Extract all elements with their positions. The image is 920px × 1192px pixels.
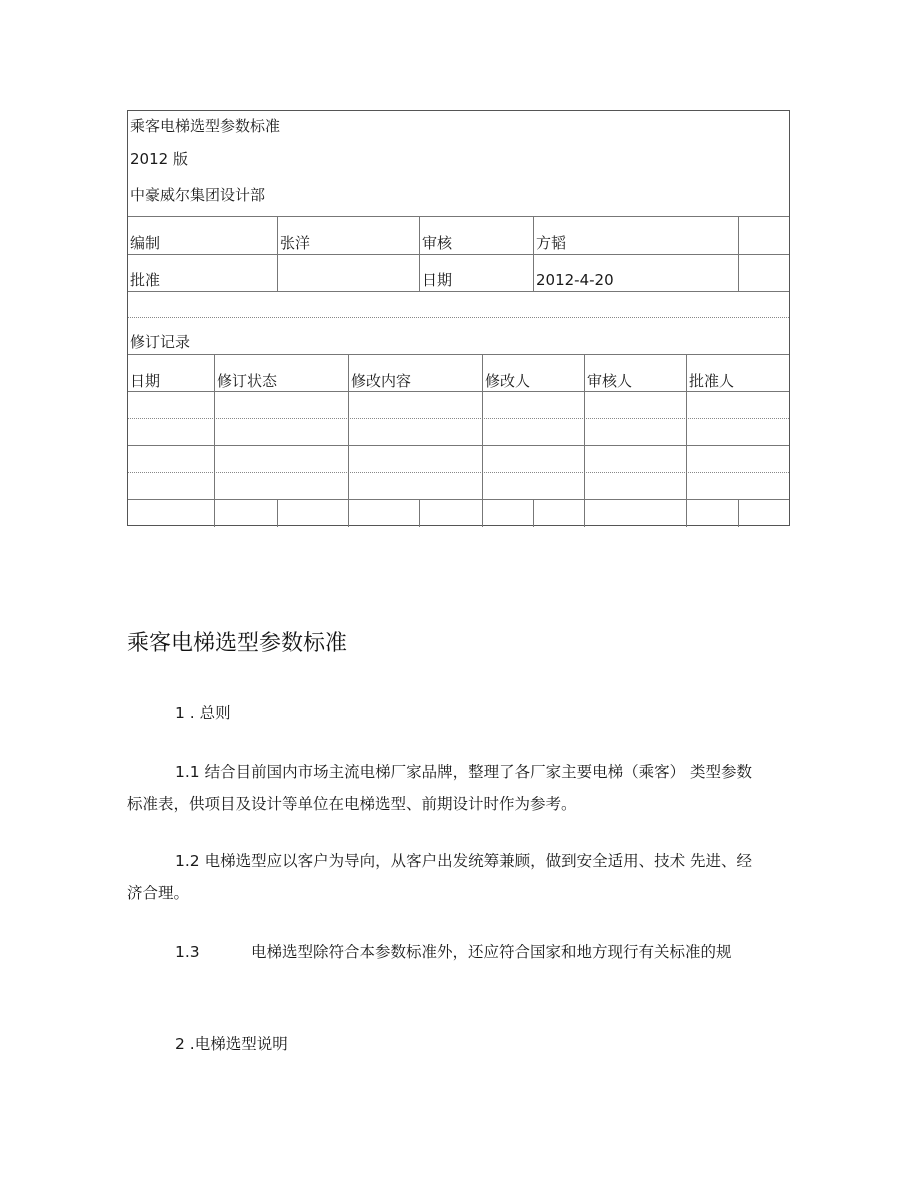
col-divider: [533, 216, 534, 291]
row-divider: [128, 391, 789, 392]
row-divider: [128, 418, 789, 419]
compile-label: 编制: [130, 234, 161, 252]
col-divider: [533, 499, 534, 527]
col-divider: [738, 499, 739, 527]
revision-heading: 修订记录: [130, 333, 191, 351]
col-divider: [277, 499, 278, 527]
cover-department: 中豪威尔集团设计部: [130, 186, 266, 204]
revision-col-reviewer: 审核人: [587, 372, 633, 390]
revision-col-content: 修改内容: [351, 372, 412, 390]
compile-value: 张洋: [280, 234, 311, 252]
revision-col-status: 修订状态: [217, 372, 278, 390]
para-1-3-text: 电梯选型除符合本参数标准外，还应符合国家和地方现行有关标准的规: [251, 943, 732, 961]
col-divider: [686, 354, 687, 527]
row-divider: [128, 254, 789, 255]
review-value: 方韬: [536, 234, 567, 252]
revision-col-approver: 批准人: [689, 372, 735, 390]
row-divider: [128, 317, 789, 318]
cover-version: 2012 版: [130, 150, 188, 168]
revision-col-date: 日期: [130, 372, 161, 390]
col-divider: [277, 216, 278, 291]
section-2-heading: 2 .电梯选型说明: [175, 1035, 288, 1053]
row-divider: [128, 291, 789, 292]
col-divider: [738, 216, 739, 291]
col-divider: [214, 354, 215, 527]
approve-label: 批准: [130, 271, 161, 289]
date-value: 2012-4-20: [536, 271, 614, 289]
revision-col-modifier: 修改人: [485, 372, 531, 390]
col-divider: [348, 354, 349, 527]
col-divider: [584, 354, 585, 527]
row-divider: [128, 445, 789, 446]
row-divider: [128, 472, 789, 473]
para-1-3-number: 1.3: [175, 943, 200, 961]
para-1-2-line1: 1.2 电梯选型应以客户为导向，从客户出发统筹兼顾，做到安全适用、技术 先进、经: [175, 852, 753, 870]
cover-title: 乘客电梯选型参数标准: [130, 117, 281, 135]
row-divider: [128, 499, 789, 500]
document-title: 乘客电梯选型参数标准: [127, 631, 348, 656]
section-1-heading: 1 . 总则: [175, 704, 231, 722]
col-divider: [482, 354, 483, 527]
para-1-1-line1: 1.1 结合目前国内市场主流电梯厂家品牌，整理了各厂家主要电梯（乘客） 类型参数: [175, 763, 753, 781]
para-1-2-line2: 济合理。: [127, 884, 190, 902]
cover-table: [127, 110, 790, 526]
para-1-1-line2: 标准表，供项目及设计等单位在电梯选型、前期设计时作为参考。: [127, 795, 577, 813]
review-label: 审核: [422, 234, 453, 252]
date-label: 日期: [422, 271, 453, 289]
col-divider: [419, 499, 420, 527]
row-divider: [128, 216, 789, 217]
col-divider: [419, 216, 420, 291]
row-divider: [128, 354, 789, 355]
